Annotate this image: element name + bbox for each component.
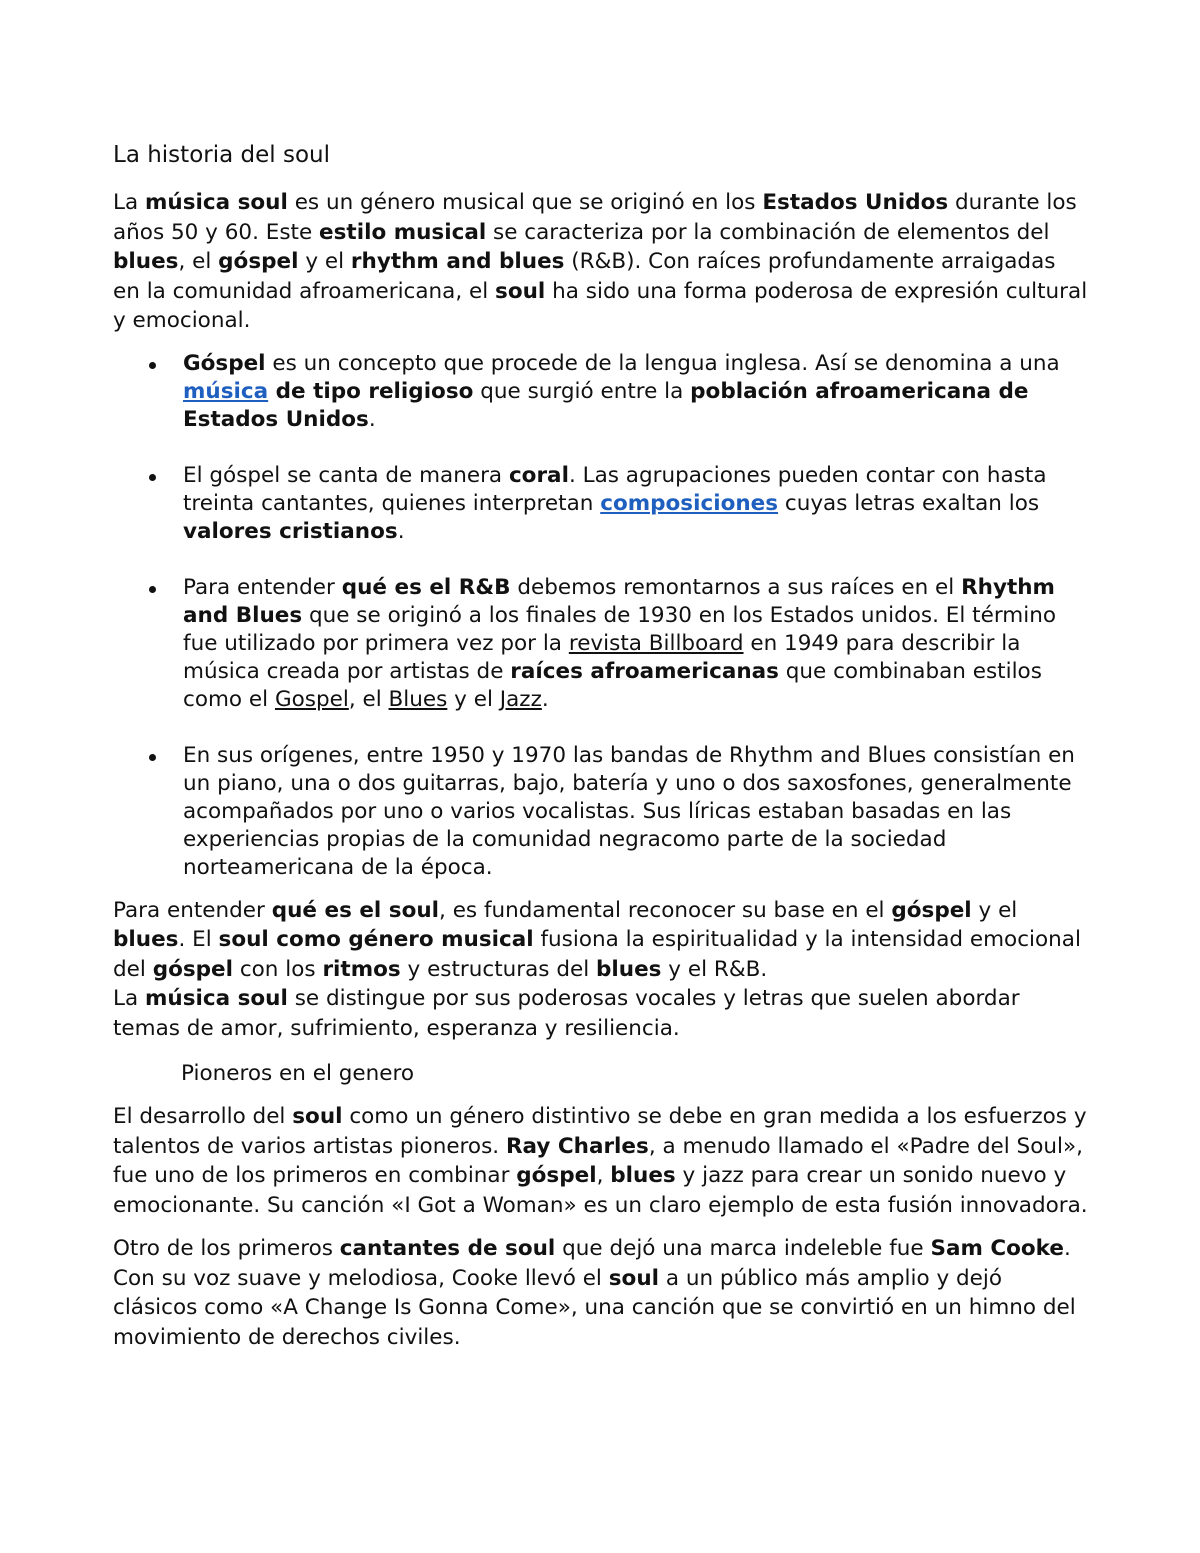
sam-cooke-paragraph [113, 1234, 1088, 1352]
text: La [113, 986, 145, 1011]
text: ha sido una forma poderosa de expresión cultural y emocional. [113, 278, 1088, 333]
text: se caracteriza por la combinación de elementos del [486, 219, 1050, 245]
bold-text: góspel [891, 897, 972, 923]
section-subheading: Pioneros en el genero [181, 1061, 415, 1086]
bold-text: valores cristianos [183, 518, 398, 544]
bullet-item-origenes [113, 742, 1088, 882]
bold-text: blues [610, 1163, 676, 1188]
text: en 1949 para describir la música creada por artistas de [183, 630, 1021, 684]
bold-text: soul [608, 1265, 659, 1291]
bullet-item-rnb [113, 574, 1088, 714]
bold-text: Sam Cooke [930, 1236, 1064, 1261]
document-body [113, 140, 1088, 1366]
text: , el [348, 686, 389, 712]
text: y el [971, 897, 1018, 923]
soul-definition-paragraph [113, 896, 1088, 1044]
text: . Las agrupaciones pueden contar con hasta treinta cantantes, quienes interpretan [183, 462, 1047, 516]
bold-text: soul [292, 1104, 343, 1129]
bold-text: ritmos [322, 956, 401, 982]
text: , el [178, 249, 219, 274]
link-composiciones[interactable]: composiciones [600, 490, 779, 516]
bold-text: música soul [145, 986, 288, 1011]
link-musica[interactable]: música [183, 378, 269, 404]
bullet-icon [149, 754, 156, 761]
bold-text: Estados Unidos [762, 190, 949, 215]
text: se distingue por sus poderosas vocales y letras que suelen abordar temas de amor, sufrimiento, esperanza y resiliencia. [113, 986, 1020, 1041]
bold-text: soul [495, 278, 546, 304]
bold-text: qué es el R&B [341, 574, 511, 600]
bold-text: música soul [145, 190, 288, 215]
pioneers-paragraph [113, 1102, 1088, 1220]
text: En sus orígenes, entre 1950 y 1970 las bandas de Rhythm and Blues consistían en un piano, una o dos guitarras, bajo, batería y uno o dos saxosfones, generalmente acompañados por uno o varios vocalistas. Sus líricas estaban basadas en las experiencias propias de la comunidad negracomo parte de la sociedad norteamericana de la época. [183, 742, 1075, 880]
document-title: La historia del soul [113, 142, 330, 168]
bold-text: soul como género musical [218, 927, 534, 952]
text: . [368, 406, 376, 432]
bullet-item-coral [113, 462, 1088, 546]
bold-text: blues [113, 927, 179, 952]
bullet-icon [149, 362, 156, 369]
bold-text: de tipo religioso [268, 378, 474, 404]
bold-text: Góspel [183, 350, 266, 376]
text: es un género musical que se originó en los [287, 190, 763, 215]
text: y estructuras del [400, 956, 596, 982]
text: y el R&B. [661, 956, 768, 982]
bold-text: qué es el soul [271, 897, 440, 923]
text: (R&B). Con raíces profundamente arraigadas en la comunidad afroamericana, el [113, 249, 1056, 304]
bold-text: población afroamericana de Estados Unidos [183, 378, 1029, 432]
link-revista-billboard[interactable]: revista Billboard [568, 630, 744, 656]
text: que se originó a los finales de 1930 en los Estados unidos. El término fue utilizado por primera vez por la [183, 602, 1056, 656]
link-blues[interactable]: Blues [388, 686, 448, 712]
text: debemos remontarnos a sus raíces en el [510, 574, 962, 600]
text: fusiona la espiritualidad y la intensidad emocional del [113, 927, 1081, 982]
intro-paragraph [113, 188, 1088, 336]
text: El góspel se canta de manera [183, 462, 509, 488]
text: cuyas letras exaltan los [778, 490, 1040, 516]
text: . Con su voz suave y melodiosa, Cooke llevó el [113, 1236, 1071, 1291]
bullet-item-gospel [113, 350, 1088, 434]
text: El desarrollo del [113, 1104, 293, 1129]
text: que combinaban estilos como el [183, 658, 1042, 712]
bold-text: rhythm and blues [350, 249, 565, 274]
text: durante los años 50 y 60. Este [113, 190, 1077, 245]
text: y jazz para crear un sonido nuevo y emocionante. Su canción «I Got a Woman» es un claro ejemplo de esta fusión innovadora. [113, 1163, 1088, 1218]
text: con los [233, 956, 323, 982]
text: como un género distintivo se debe en gran medida a los esfuerzos y talentos de varios artistas pioneros. [113, 1104, 1087, 1159]
bold-text: cantantes de soul [339, 1236, 556, 1261]
bullet-icon [149, 586, 156, 593]
text: y el [447, 686, 500, 712]
text: . [541, 686, 549, 712]
text: es un concepto que procede de la lengua inglesa. Así se denomina a una [265, 350, 1060, 376]
bold-text: raíces afroamericanas [510, 658, 779, 684]
text: que dejó una marca indeleble fue [555, 1236, 931, 1261]
text: a un público más amplio y dejó clásicos como «A Change Is Gonna Come», una canción que se convirtió en un himno del movimiento de derechos civiles. [113, 1265, 1076, 1350]
text: La [113, 190, 145, 215]
bold-text: estilo musical [319, 219, 487, 245]
link-jazz[interactable]: Jazz [499, 686, 542, 712]
bullet-list [113, 350, 1088, 882]
bold-text: Rhythm and Blues [183, 574, 1055, 628]
bullet-icon [149, 474, 156, 481]
text: , a menudo llamado el «Padre del Soul», fue uno de los primeros en combinar [113, 1133, 1083, 1188]
text: Otro de los primeros [113, 1236, 340, 1261]
bold-text: góspel [218, 249, 299, 274]
bold-text: blues [596, 956, 662, 982]
text: y el [298, 249, 351, 274]
text: , es fundamental reconocer su base en el [439, 897, 892, 923]
text: Para entender [113, 897, 272, 923]
bold-text: coral [508, 462, 569, 488]
link-gospel[interactable]: Gospel [274, 686, 349, 712]
bold-text: góspel [152, 956, 233, 982]
text: , [596, 1163, 611, 1188]
bold-text: góspel [516, 1163, 597, 1188]
text: Para entender [183, 574, 342, 600]
text: que surgió entre la [473, 378, 691, 404]
text: . El [178, 927, 219, 952]
text: . [397, 518, 405, 544]
bold-text: Ray Charles [505, 1133, 649, 1159]
bold-text: blues [113, 249, 179, 274]
